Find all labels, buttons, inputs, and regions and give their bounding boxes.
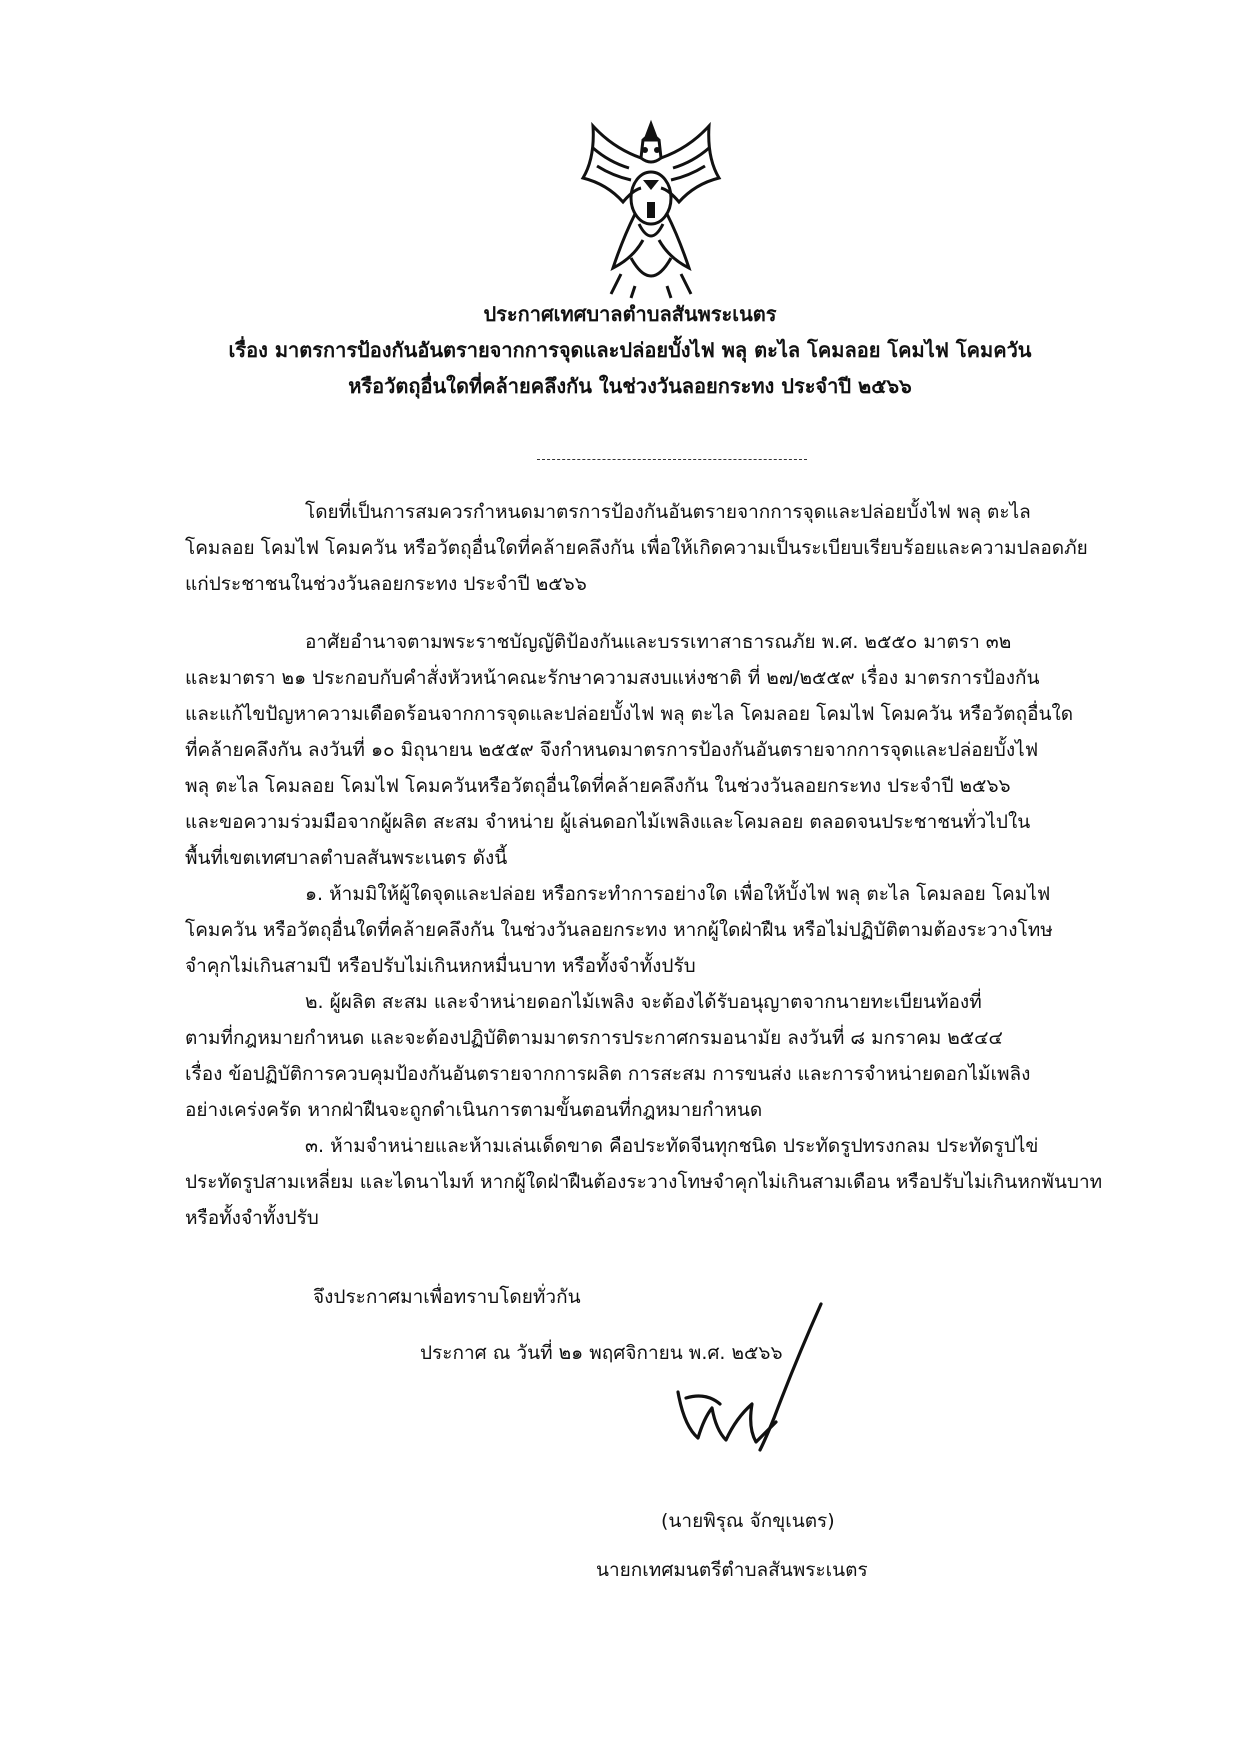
signer-position: นายกเทศมนตรีตำบลสันพระเนตร bbox=[596, 1559, 868, 1581]
item2-line-1: ๒. ผู้ผลิต สะสม และจำหน่ายดอกไม้เพลิง จะต้องได้รับอนุญาตจากนายทะเบียนท้องที่ bbox=[305, 991, 982, 1013]
authority-paragraph bbox=[185, 624, 1160, 876]
item1-line-2: โคมควัน หรือวัตถุอื่นใดที่คล้ายคลึงกัน ในช่วงวันลอยกระทง หากผู้ใดฝ่าฝืน หรือไม่ปฏิบัติตามต้องระวางโทษ bbox=[185, 919, 1053, 941]
authority-line-7: พื้นที่เขตเทศบาลตำบลสันพระเนตร ดังนี้ bbox=[185, 847, 508, 869]
item1-line-3: จำคุกไม่เกินสามปี หรือปรับไม่เกินหกหมื่นบาท หรือทั้งจำทั้งปรับ bbox=[185, 955, 696, 977]
title-line-2: เรื่อง มาตรการป้องกันอันตรายจากการจุดและปล่อยบั้งไฟ พลุ ตะไล โคมลอย โคมไฟ โคมควัน bbox=[228, 338, 1032, 362]
divider-line bbox=[537, 459, 807, 460]
announcement-date: ประกาศ ณ วันที่ ๒๑ พฤศจิกายน พ.ศ. ๒๕๖๖ bbox=[420, 1342, 783, 1364]
item3-line-3: หรือทั้งจำทั้งปรับ bbox=[185, 1207, 319, 1229]
intro-line-1: โดยที่เป็นการสมควรกำหนดมาตรการป้องกันอันตรายจากการจุดและปล่อยบั้งไฟ พลุ ตะไล bbox=[305, 501, 1031, 523]
item3-line-2: ประทัดรูปสามเหลี่ยม และไดนาไมท์ หากผู้ใดฝ่าฝืนต้องระวางโทษจำคุกไม่เกินสามเดือน หรือปรับไม่เกินหกพันบาท bbox=[185, 1171, 1103, 1193]
item3-line-1: ๓. ห้ามจำหน่ายและห้ามเล่นเด็ดขาด คือประทัดจีนทุกชนิด ประทัดรูปทรงกลม ประทัดรูปไข่ bbox=[305, 1135, 1039, 1157]
closing-statement: จึงประกาศมาเพื่อทราบโดยทั่วกัน bbox=[313, 1286, 581, 1308]
item2-line-3: เรื่อง ข้อปฏิบัติการควบคุมป้องกันอันตรายจากการผลิต การสะสม การขนส่ง และการจำหน่ายดอกไม้เพลิง bbox=[185, 1063, 1031, 1085]
measure-item-2 bbox=[185, 984, 1160, 1128]
item2-line-2: ตามที่กฎหมายกำหนด และจะต้องปฏิบัติตามมาตรการประกาศกรมอนามัย ลงวันที่ ๘ มกราคม ๒๕๔๔ bbox=[185, 1027, 1003, 1049]
authority-line-5: พลุ ตะไล โคมลอย โคมไฟ โคมควันหรือวัตถุอื่นใดที่คล้ายคลึงกัน ในช่วงวันลอยกระทง ประจำปี ๒๕๖๖ bbox=[185, 775, 1011, 797]
authority-line-4: ที่คล้ายคลึงกัน ลงวันที่ ๑๐ มิถุนายน ๒๕๕๙ จึงกำหนดมาตรการป้องกันอันตรายจากการจุดและปล่อยบั้งไฟ bbox=[185, 739, 1039, 761]
title-line-1: ประกาศเทศบาลตำบลสันพระเนตร bbox=[483, 302, 777, 326]
title-line-3: หรือวัตถุอื่นใดที่คล้ายคลึงกัน ในช่วงวันลอยกระทง ประจำปี ๒๕๖๖ bbox=[348, 374, 912, 398]
intro-paragraph bbox=[185, 494, 1160, 602]
intro-line-3: แก่ประชาชนในช่วงวันลอยกระทง ประจำปี ๒๕๖๖ bbox=[185, 573, 587, 595]
signature-icon bbox=[656, 1300, 826, 1470]
garuda-emblem-icon bbox=[573, 118, 729, 301]
measure-item-3 bbox=[185, 1128, 1160, 1236]
signer-name: (นายพิรุณ จักขุเนตร) bbox=[661, 1510, 835, 1532]
item1-line-1: ๑. ห้ามมิให้ผู้ใดจุดและปล่อย หรือกระทำการอย่างใด เพื่อให้บั้งไฟ พลุ ตะไล โคมลอย โคมไฟ bbox=[305, 883, 1051, 905]
authority-line-3: และแก้ไขปัญหาความเดือดร้อนจากการจุดและปล่อยบั้งไฟ พลุ ตะไล โคมลอย โคมไฟ โคมควัน หรือวัตถุอื่นใด bbox=[185, 703, 1074, 725]
measure-item-1 bbox=[185, 876, 1160, 984]
authority-line-1: อาศัยอำนาจตามพระราชบัญญัติป้องกันและบรรเทาสาธารณภัย พ.ศ. ๒๕๕๐ มาตรา ๓๒ bbox=[305, 631, 1012, 653]
announcement-title bbox=[180, 296, 1080, 404]
intro-line-2: โคมลอย โคมไฟ โคมควัน หรือวัตถุอื่นใดที่คล้ายคลึงกัน เพื่อให้เกิดความเป็นระเบียบเรียบร้อยและความปลอดภัย bbox=[185, 537, 1088, 559]
item2-line-4: อย่างเคร่งครัด หากฝ่าฝืนจะถูกดำเนินการตามขั้นตอนที่กฎหมายกำหนด bbox=[185, 1099, 763, 1121]
authority-line-2: และมาตรา ๒๑ ประกอบกับคำสั่งหัวหน้าคณะรักษาความสงบแห่งชาติ ที่ ๒๗/๒๕๕๙ เรื่อง มาตรการป้องกัน bbox=[185, 667, 1040, 689]
authority-line-6: และขอความร่วมมือจากผู้ผลิต สะสม จำหน่าย ผู้เล่นดอกไม้เพลิงและโคมลอย ตลอดจนประชาชนทั่วไปใน bbox=[185, 811, 1031, 833]
